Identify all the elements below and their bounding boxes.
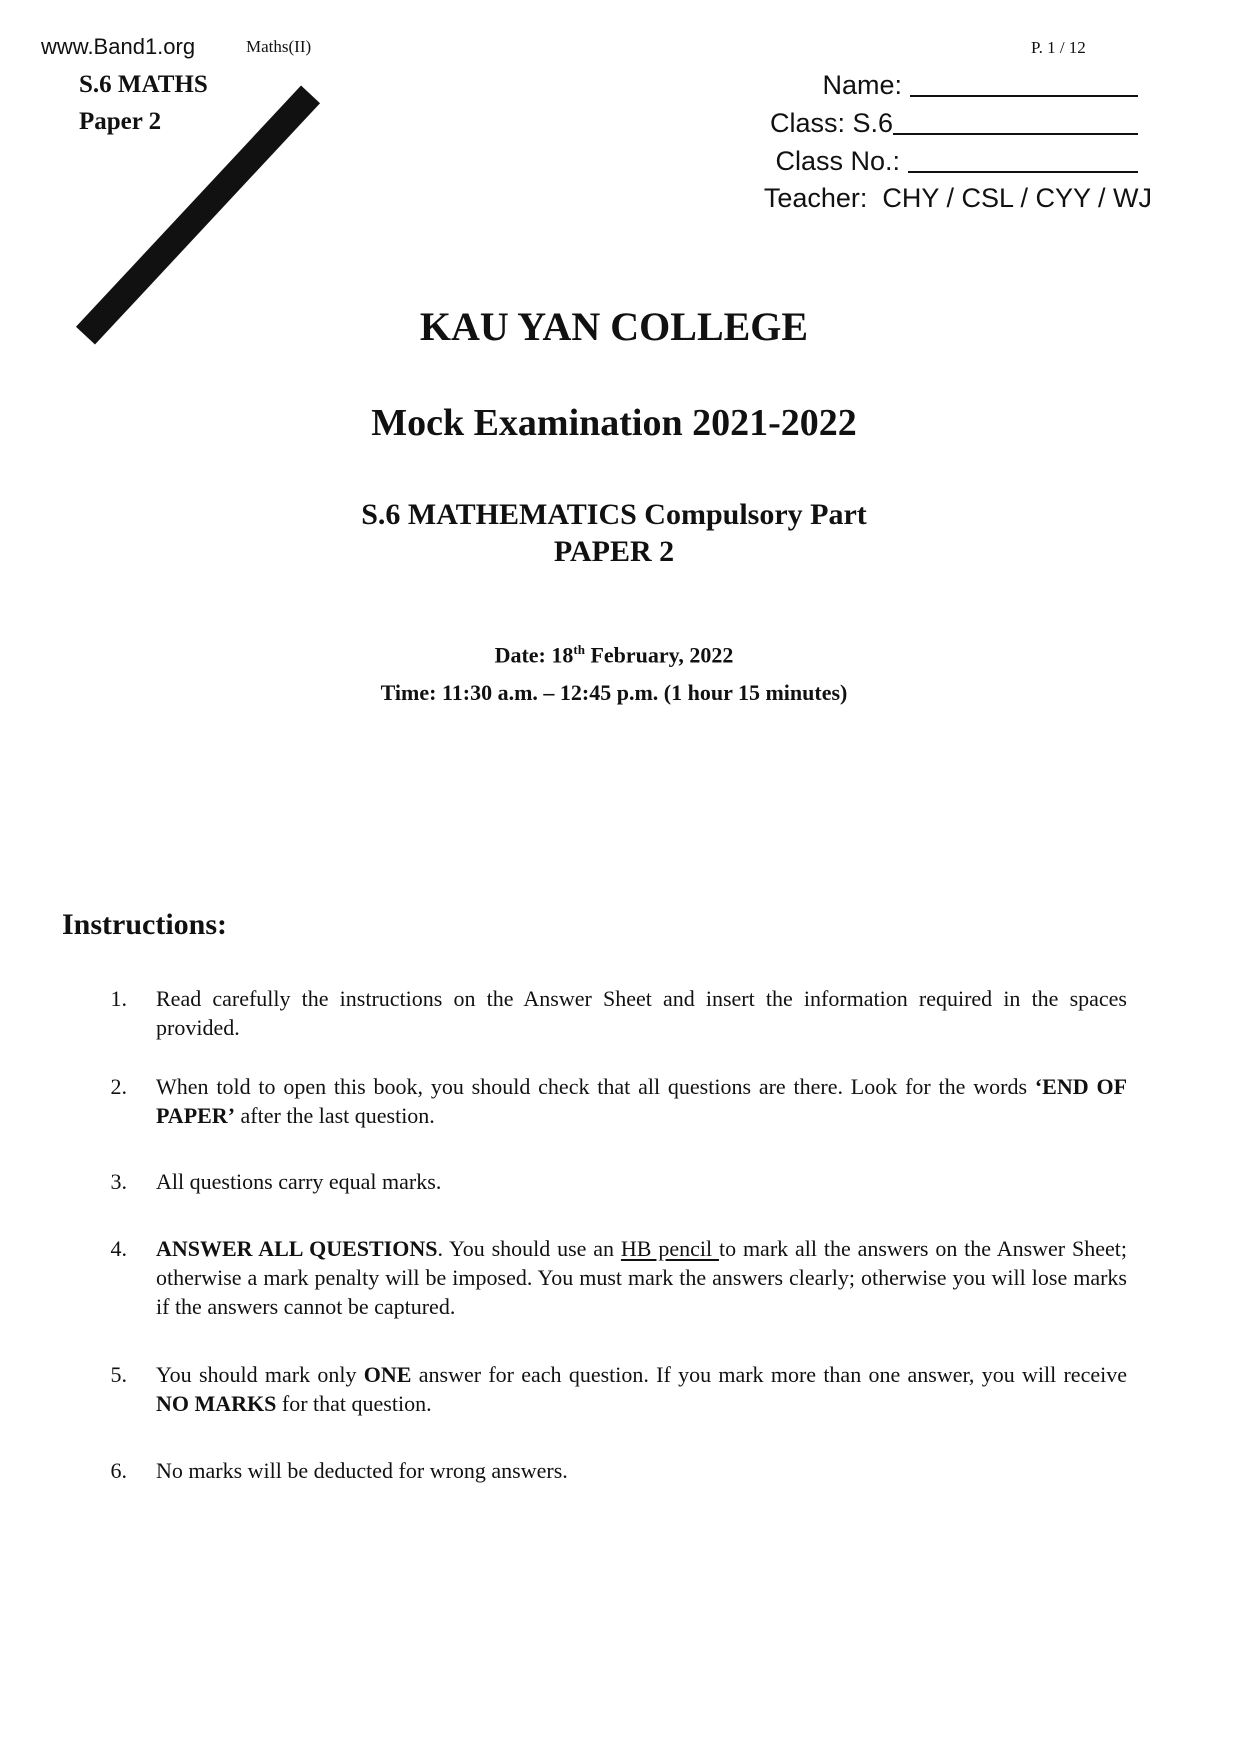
instruction-item: 3. All questions carry equal marks. xyxy=(110,1169,442,1194)
page-number: P. 1 / 12 xyxy=(1031,38,1086,57)
instruction-item: 6. No marks will be deducted for wrong answers. xyxy=(110,1458,568,1483)
subject-label: S.6 MATHS xyxy=(79,71,208,98)
instruction-item: 5. You should mark only ONE answer for each question. If you mark more than one answer, you will receive NO MARKS for that question. xyxy=(110,1362,1127,1416)
class-no-label: Class No.: xyxy=(775,146,900,176)
exam-title: Mock Examination 2021-2022 xyxy=(371,402,857,444)
name-field[interactable] xyxy=(822,70,1138,101)
instruction-item: 4. ANSWER ALL QUESTIONS. You should use an HB pencil to mark all the answers on the Answer Sheet; otherwise a mark penalty will be imposed. You must mark the answers clearly; otherwise you will lose marks if the answers cannot be captured. xyxy=(110,1236,1127,1319)
course-title: S.6 MATHEMATICS Compulsory Part xyxy=(361,498,867,531)
teacher-label: Teacher: xyxy=(763,183,868,213)
class-label: Class: S.6 xyxy=(769,108,893,138)
watermark: www.Band1.org xyxy=(41,34,196,59)
exam-date: Date: 18th February, 2022 xyxy=(494,642,734,668)
name-label: Name: xyxy=(822,70,902,100)
class-field[interactable] xyxy=(770,108,1138,139)
paper-label: Paper 2 xyxy=(79,108,162,135)
paper-title: PAPER 2 xyxy=(553,535,675,568)
school-name: KAU YAN COLLEGE xyxy=(419,304,809,349)
instruction-item: 2. When told to open this book, you should check that all questions are there. Look for the words ‘END OF PAPER’ after the last question. xyxy=(110,1074,1128,1128)
instruction-item: 1. Read carefully the instructions on the Answer Sheet and insert the information required in the spaces provided. xyxy=(110,986,1127,1040)
exam-time: Time: 11:30 a.m. – 12:45 p.m. (1 hour 15 minutes) xyxy=(380,680,848,705)
class-no-field[interactable] xyxy=(775,146,1138,177)
teacher-field xyxy=(764,183,1152,214)
instructions-heading: Instructions: xyxy=(62,908,228,941)
stripe-label: MC xyxy=(147,135,189,178)
header-code: Maths(II) xyxy=(246,37,312,56)
teacher-options: CHY / CSL / CYY / WJ xyxy=(882,183,1152,213)
